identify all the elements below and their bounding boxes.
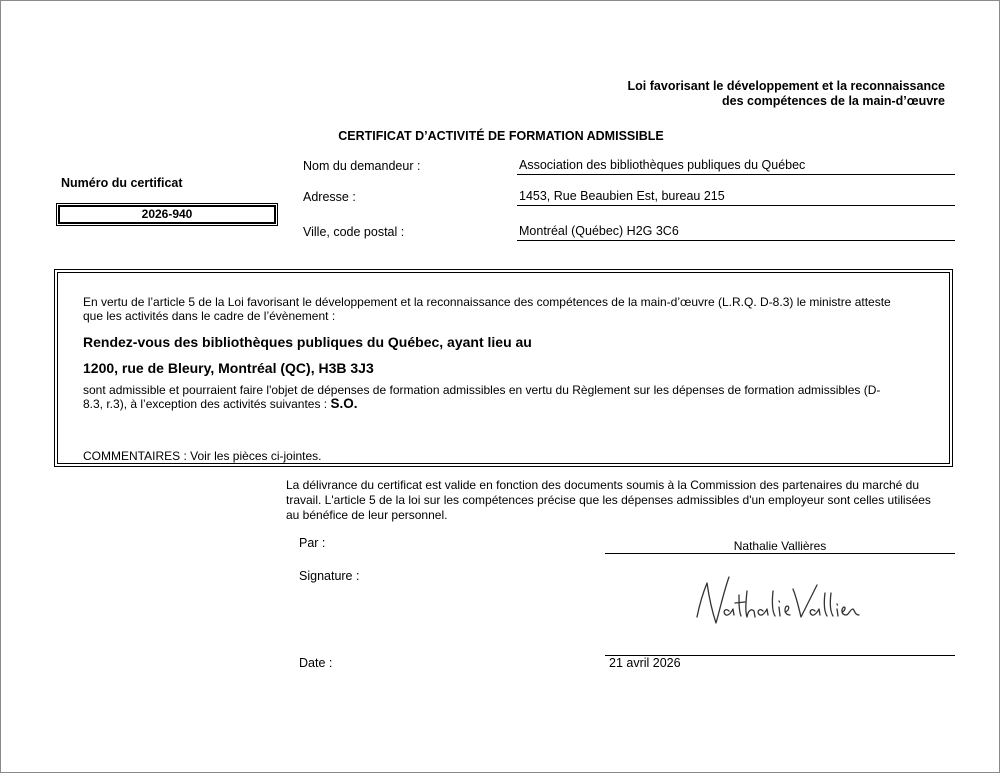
attestation-intro-line2: que les activités dans le cadre de l’évènement :: [83, 309, 336, 323]
event-address: 1200, rue de Bleury, Montréal (QC), H3B 3J3: [83, 360, 374, 376]
by-label: Par :: [299, 536, 326, 550]
handwritten-signature: [689, 571, 869, 639]
attestation-intro: [83, 295, 933, 323]
attestation-frame: [54, 269, 953, 467]
admissibility-line2-text: 8.3, r.3), à l’exception des activités suivantes :: [83, 397, 328, 411]
signatory-name: Nathalie Vallières: [733, 539, 827, 553]
address-label: Adresse :: [303, 190, 356, 204]
admissibility-line1: sont admissible et pourraient faire l'objet de dépenses de formation admissibles en vertu du Règlement sur les dépenses de formation admissibles (D-: [83, 383, 881, 397]
law-title-line1: Loi favorisant le développement et la reconnaissance: [627, 79, 945, 93]
certificate-number-label: Numéro du certificat: [61, 176, 183, 190]
certificate-number-box: 2026-940: [58, 205, 276, 224]
applicant-name-label: Nom du demandeur :: [303, 159, 421, 173]
address-value: 1453, Rue Beaubien Est, bureau 215: [517, 188, 955, 206]
city-postal-value: Montréal (Québec) H2G 3C6: [517, 223, 955, 241]
applicant-name-value: Association des bibliothèques publiques du Québec: [517, 157, 955, 175]
admissibility-text: [83, 383, 943, 411]
signature-label: Signature :: [299, 569, 360, 583]
exceptions-value: S.O.: [330, 396, 358, 411]
date-label: Date :: [299, 656, 333, 670]
validity-note-line2: travail. L'article 5 de la loi sur les compétences précise que les dépenses admissibles d'un employeur sont celles utilisées: [286, 493, 931, 507]
law-title: [628, 79, 945, 109]
comments: COMMENTAIRES : Voir les pièces ci-jointes.: [83, 449, 322, 463]
date-value: 21 avril 2026: [609, 656, 681, 670]
signatory-name-rule: [605, 553, 955, 554]
event-name: Rendez-vous des bibliothèques publiques du Québec, ayant lieu au: [83, 334, 532, 350]
attestation-frame-inner: [57, 272, 950, 464]
validity-note: [286, 478, 956, 523]
city-postal-label: Ville, code postal :: [303, 225, 405, 239]
validity-note-line3: au bénéfice de leur personnel.: [286, 508, 448, 522]
admissibility-line2: [83, 397, 943, 411]
law-title-line2: des compétences de la main-d’œuvre: [722, 94, 945, 108]
attestation-intro-line1: En vertu de l’article 5 de la Loi favorisant le développement et la reconnaissance des compétences de la main-d’œuvre (L.R.Q. D-8.3) le ministre atteste: [83, 295, 891, 309]
validity-note-line1: La délivrance du certificat est valide en fonction des documents soumis à la Commission des partenaires du marché du: [286, 478, 919, 492]
document-title: CERTIFICAT D’ACTIVITÉ DE FORMATION ADMISSIBLE: [338, 129, 664, 143]
